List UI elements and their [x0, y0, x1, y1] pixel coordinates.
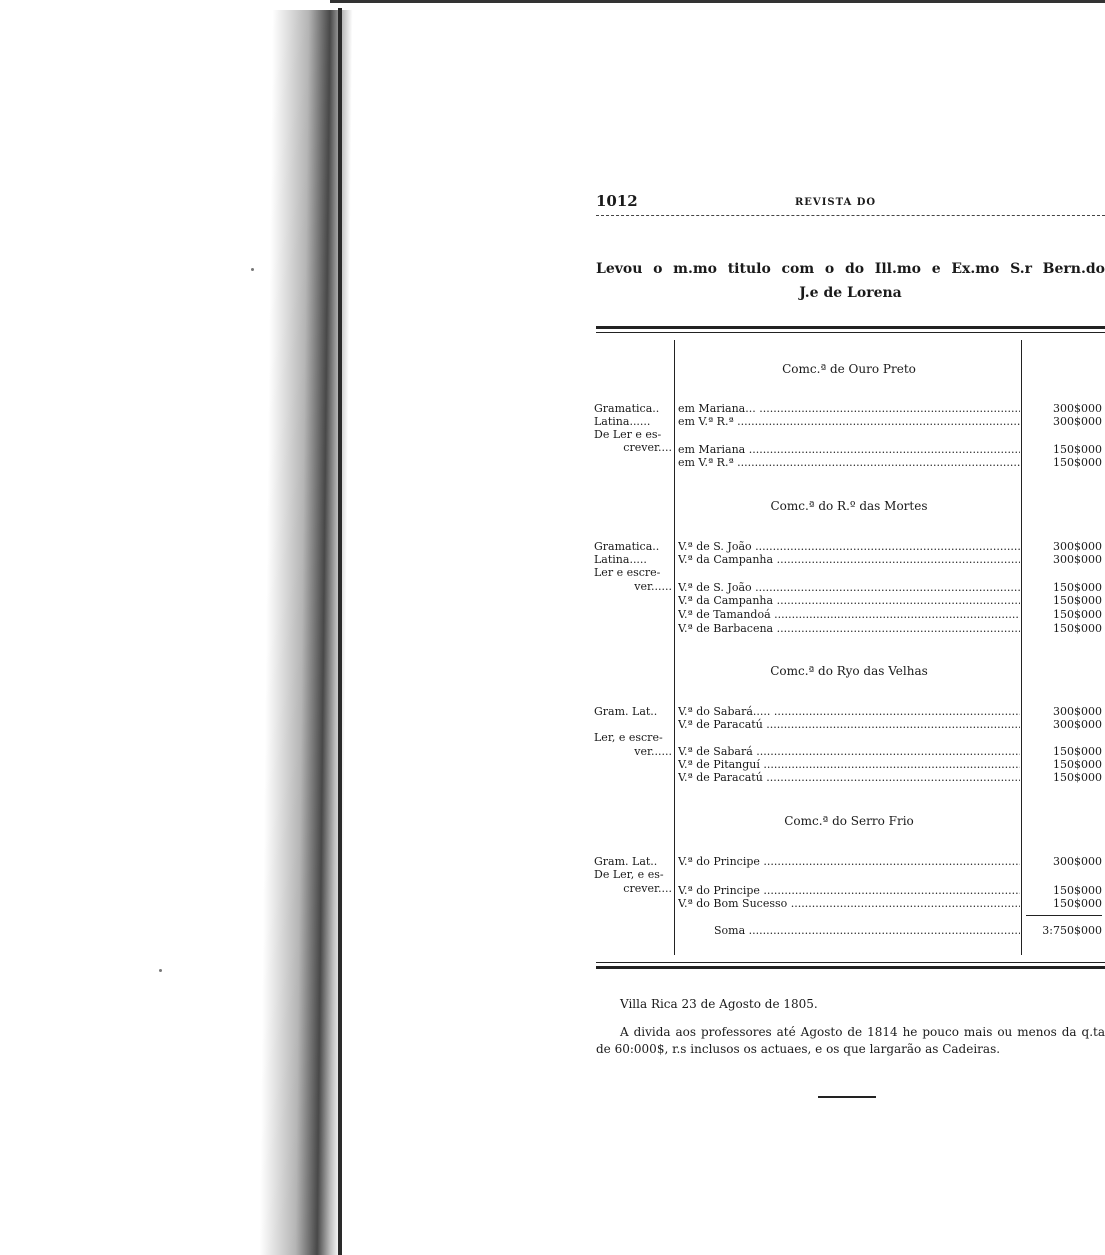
table-row-entry: V.ª do Principe ..... [678, 884, 1020, 898]
title-word: Levou [596, 261, 643, 277]
subject-label: crever.... [623, 441, 672, 454]
table-row-amount: 300$000 [1053, 705, 1102, 718]
subject-label: De Ler, e es- [594, 868, 664, 881]
running-head: REVISTA DO [795, 197, 877, 208]
subject-label: De Ler e es- [594, 428, 662, 441]
table-row-amount: 300$000 [1053, 415, 1102, 428]
header-rule [596, 215, 1105, 216]
table-top-rule-thin [596, 332, 1105, 333]
table-row-entry: V.ª de Barbacena ..... [678, 622, 1020, 636]
section-heading: Comc.ª de Ouro Preto [782, 362, 916, 376]
table-row-entry: V.ª de S. João ..... [678, 540, 1020, 554]
title-word: Ill.mo [874, 261, 921, 277]
table-row-amount: 150$000 [1053, 608, 1102, 621]
column-divider-left [674, 340, 675, 955]
table-row-amount: 300$000 [1053, 553, 1102, 566]
end-rule [818, 1096, 876, 1098]
table-row-entry: em Mariana... ..... [678, 402, 1020, 416]
table-row-amount: 150$000 [1053, 456, 1102, 469]
title-word: m.mo [673, 261, 717, 277]
paper-speck [159, 969, 162, 972]
table-row-entry: V.ª do Bom Sucesso ..... [678, 897, 1020, 911]
table-row-amount: 150$000 [1053, 443, 1102, 456]
section-heading: Comc.ª do R.º das Mortes [770, 499, 928, 513]
subject-label: Gram. Lat.. [594, 855, 658, 868]
table-row-entry: V.ª do Principe ..... [678, 855, 1020, 869]
subject-label: Gramatica.. [594, 402, 660, 415]
table-row-entry: em V.ª R.ª ..... [678, 415, 1020, 429]
subject-label: Latina..... [594, 553, 647, 566]
table-row-entry: V.ª de Sabará ..... [678, 745, 1020, 759]
total-rule [1026, 915, 1102, 916]
title-line-1 [596, 261, 1105, 277]
page-number: 1012 [596, 192, 638, 210]
section-heading: Comc.ª do Serro Frio [784, 814, 914, 828]
table-row-amount: 300$000 [1053, 540, 1102, 553]
table-top-rule [596, 326, 1105, 329]
subject-label: Ler e escre- [594, 566, 661, 579]
page-edge [338, 8, 342, 1255]
table-row-amount: 150$000 [1053, 771, 1102, 784]
table-row-entry: V.ª de Paracatú ..... [678, 718, 1020, 732]
subject-label: crever.... [623, 882, 672, 895]
table-row-amount: 150$000 [1053, 897, 1102, 910]
title-word: o [653, 261, 663, 277]
title-word: com [781, 261, 815, 277]
table-row-amount: 300$000 [1053, 855, 1102, 868]
table-bottom-rule-thin [596, 962, 1105, 963]
title-word: e [931, 261, 941, 277]
table-row-amount: 150$000 [1053, 884, 1102, 897]
table-row-entry: em V.ª R.ª ..... [678, 456, 1020, 470]
table-row-entry: V.ª da Campanha ..... [678, 553, 1020, 567]
table-row-amount: 150$000 [1053, 581, 1102, 594]
table-row-amount: 150$000 [1053, 594, 1102, 607]
title-word: Bern.do [1042, 261, 1105, 277]
subject-label: Latina...... [594, 415, 651, 428]
table-row-entry: em Mariana ..... [678, 443, 1020, 457]
table-row-entry: V.ª do Sabará..... ..... [678, 705, 1020, 719]
table-row-amount: 300$000 [1053, 402, 1102, 415]
table-bottom-rule [596, 966, 1105, 969]
subject-label: Ler, e escre- [594, 731, 663, 744]
subject-label: Gramatica.. [594, 540, 660, 553]
subject-label: ver...... [634, 580, 672, 593]
table-row-amount: 300$000 [1053, 718, 1102, 731]
title-word: o [824, 261, 835, 277]
table-row-entry: V.ª da Campanha ..... [678, 594, 1020, 608]
total-amount: 3:750$000 [1042, 924, 1102, 937]
closing-note: A divida aos professores até Agosto de 1814 he pouco mais ou menos da q.ta de 60:000$, r.s inclusos os actuaes, e os que largarão as Cadeiras. [596, 1025, 1105, 1056]
title-word: titulo [727, 261, 771, 277]
table-row-amount: 150$000 [1053, 758, 1102, 771]
subject-label: Gram. Lat.. [594, 705, 658, 718]
title-word: do [844, 261, 865, 277]
date-line: Villa Rica 23 de Agosto de 1805. [620, 997, 818, 1011]
paper-speck [251, 268, 254, 271]
page-top-edge [330, 0, 1105, 3]
table-row-entry: V.ª de Tamandoá ..... [678, 608, 1020, 622]
subject-label: ver...... [634, 745, 672, 758]
table-row-amount: 150$000 [1053, 622, 1102, 635]
title-word: Ex.mo [951, 261, 1000, 277]
title-line-2: J.e de Lorena [799, 285, 902, 301]
title-word: S.r [1010, 261, 1032, 277]
table-row-amount: 150$000 [1053, 745, 1102, 758]
table-row-entry: V.ª de S. João ..... [678, 581, 1020, 595]
total-label: Soma ..... [714, 924, 1020, 938]
table-row-entry: V.ª de Pitanguí ..... [678, 758, 1020, 772]
section-heading: Comc.ª do Ryo das Velhas [770, 664, 928, 678]
table-row-entry: V.ª de Paracatú ..... [678, 771, 1020, 785]
